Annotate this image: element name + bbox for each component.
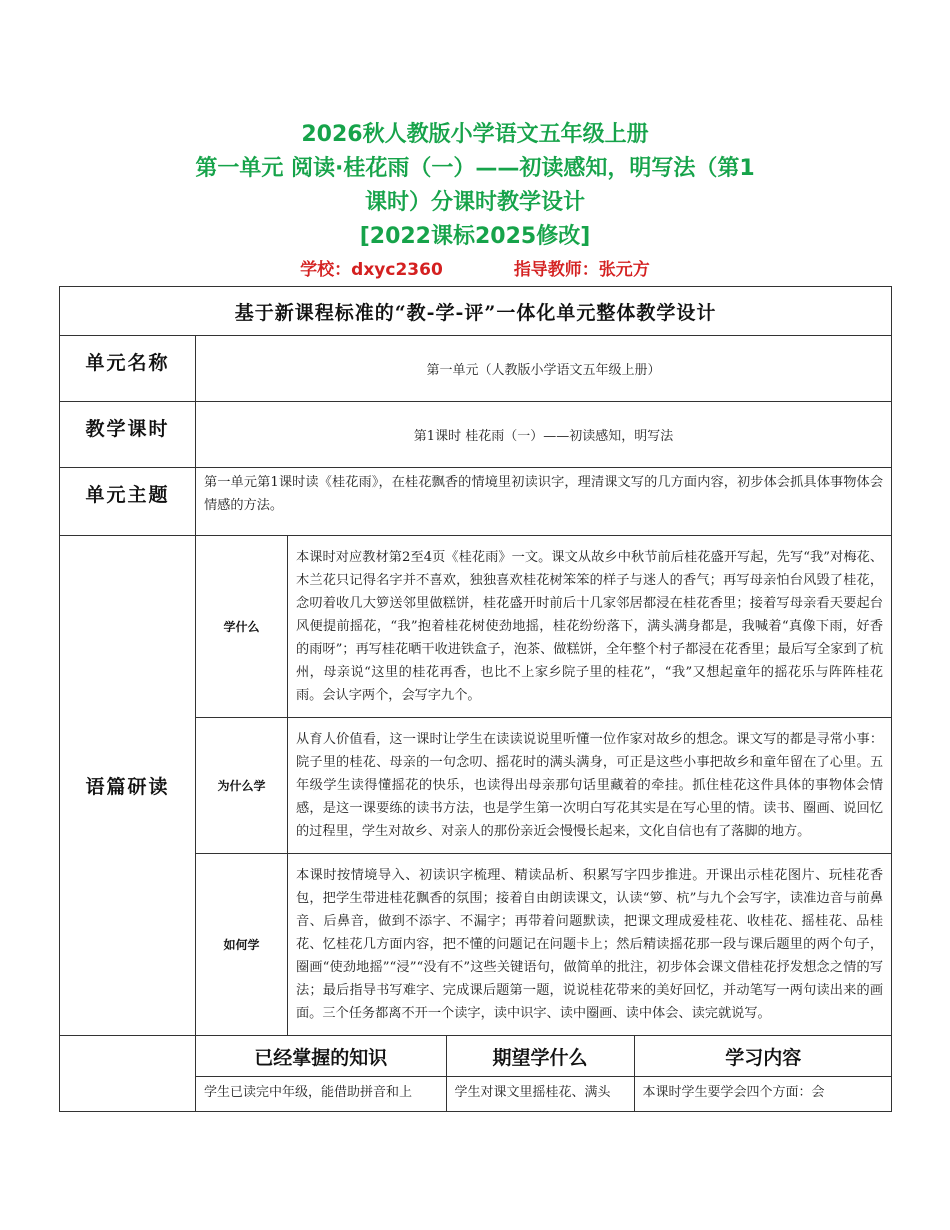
- content-heading: 学习内容: [634, 1036, 892, 1077]
- unit-name-label: 单元名称: [60, 336, 196, 402]
- title-line-3: 课时）分课时教学设计: [364, 190, 585, 215]
- unit-name-value: 第一单元（人教版小学语文五年级上册）: [196, 336, 892, 402]
- theme-label: 单元主题: [60, 468, 196, 536]
- study-label: 语篇研读: [60, 536, 196, 1036]
- school-label: 学校：dxyc2360: [300, 260, 443, 280]
- title-line-1: 2026秋人教版小学语文五年级上册: [301, 122, 649, 147]
- school-teacher-line: [0, 256, 950, 284]
- why-label: 为什么学: [196, 718, 288, 854]
- title-line-4: [2022课标2025修改]: [359, 224, 591, 249]
- expect-heading: 期望学什么: [446, 1036, 634, 1077]
- expect-value: 学生对课文里摇桂花、满头: [446, 1077, 634, 1112]
- design-table: [59, 286, 892, 1112]
- knowledge-grid: [196, 1036, 892, 1111]
- document-title-block: [0, 118, 950, 284]
- theme-value: 第一单元第1课时读《桂花雨》，在桂花飘香的情境里初读识字，理清课文写的几方面内容，初步体会抓具体事物体会情感的方法。: [196, 468, 892, 536]
- table-heading: 基于新课程标准的“教-学-评”一体化单元整体教学设计: [60, 287, 892, 336]
- known-value: 学生已读完中年级，能借助拼音和上: [196, 1077, 446, 1112]
- what-value: 本课时对应教材第2至4页《桂花雨》一文。课文从故乡中秋节前后桂花盛开写起，先写“我”对梅花、木兰花只记得名字并不喜欢，独独喜欢桂花树笨笨的样子与迷人的香气；再写母亲怕台风毁了桂花，念叨着收几大箩送邻里做糕饼，桂花盛开时前后十几家邻居都浸在桂花香里；接着写母亲看天要起台风便提前摇花，“我”抱着桂花树使劲地摇，桂花纷纷落下，满头满身都是，我喊着“真像下雨，好香的雨呀”；再写桂花晒干收进铁盒子，泡茶、做糕饼，全年整个村子都浸在花香里；最后写全家到了杭州，母亲说“这里的桂花再香，也比不上家乡院子里的桂花”，“我”又想起童年的摇花乐与阵阵桂花雨。会认字两个，会写字九个。: [288, 536, 892, 718]
- lesson-value: 第1课时 桂花雨（一）——初读感知，明写法: [196, 402, 892, 468]
- known-heading: 已经掌握的知识: [196, 1036, 446, 1077]
- why-value: 从育人价值看，这一课时让学生在读读说说里听懂一位作家对故乡的想念。课文写的都是寻常小事：院子里的桂花、母亲的一句念叨、摇花时的满头满身，可正是这些小事把故乡和童年留在了心里。五年级学生读得懂摇花的快乐，也读得出母亲那句话里藏着的牵挂。抓住桂花这件具体的事物体会情感，是这一课要练的读书方法，也是学生第一次明白写花其实是在写心里的情。读书、圈画、说回忆的过程里，学生对故乡、对亲人的那份亲近会慢慢长起来，文化自信也有了落脚的地方。: [288, 718, 892, 854]
- what-label: 学什么: [196, 536, 288, 718]
- teacher-label: 指导教师：张元方: [513, 260, 650, 280]
- content-value: 本课时学生要学会四个方面：会: [634, 1077, 892, 1112]
- meta-spacer: [443, 260, 514, 280]
- how-label: 如何学: [196, 854, 288, 1036]
- title-line-2: 第一单元 阅读·桂花雨（一）——初读感知，明写法（第1: [195, 156, 755, 181]
- lesson-label: 教学课时: [60, 402, 196, 468]
- empty-label-cell: [60, 1036, 196, 1112]
- knowledge-grid-cell: [196, 1036, 892, 1112]
- how-value: 本课时按情境导入、初读识字梳理、精读品析、积累写字四步推进。开课出示桂花图片、玩桂花香包，把学生带进桂花飘香的氛围；接着自由朗读课文，认读“箩、杭”与九个会写字，读准边音与前鼻音、后鼻音，做到不添字、不漏字；再带着问题默读，把课文理成爱桂花、收桂花、摇桂花、品桂花、忆桂花几方面内容，把不懂的问题记在问题卡上；然后精读摇花那一段与课后题里的两个句子，圈画“使劲地摇”“浸”“没有不”这些关键语句，做简单的批注，初步体会课文借桂花抒发想念之情的写法；最后指导书写难字、完成课后题第一题，说说桂花带来的美好回忆，并动笔写一两句读出来的画面。三个任务都离不开一个读字，读中识字、读中圈画、读中体会、读完就说写。: [288, 854, 892, 1036]
